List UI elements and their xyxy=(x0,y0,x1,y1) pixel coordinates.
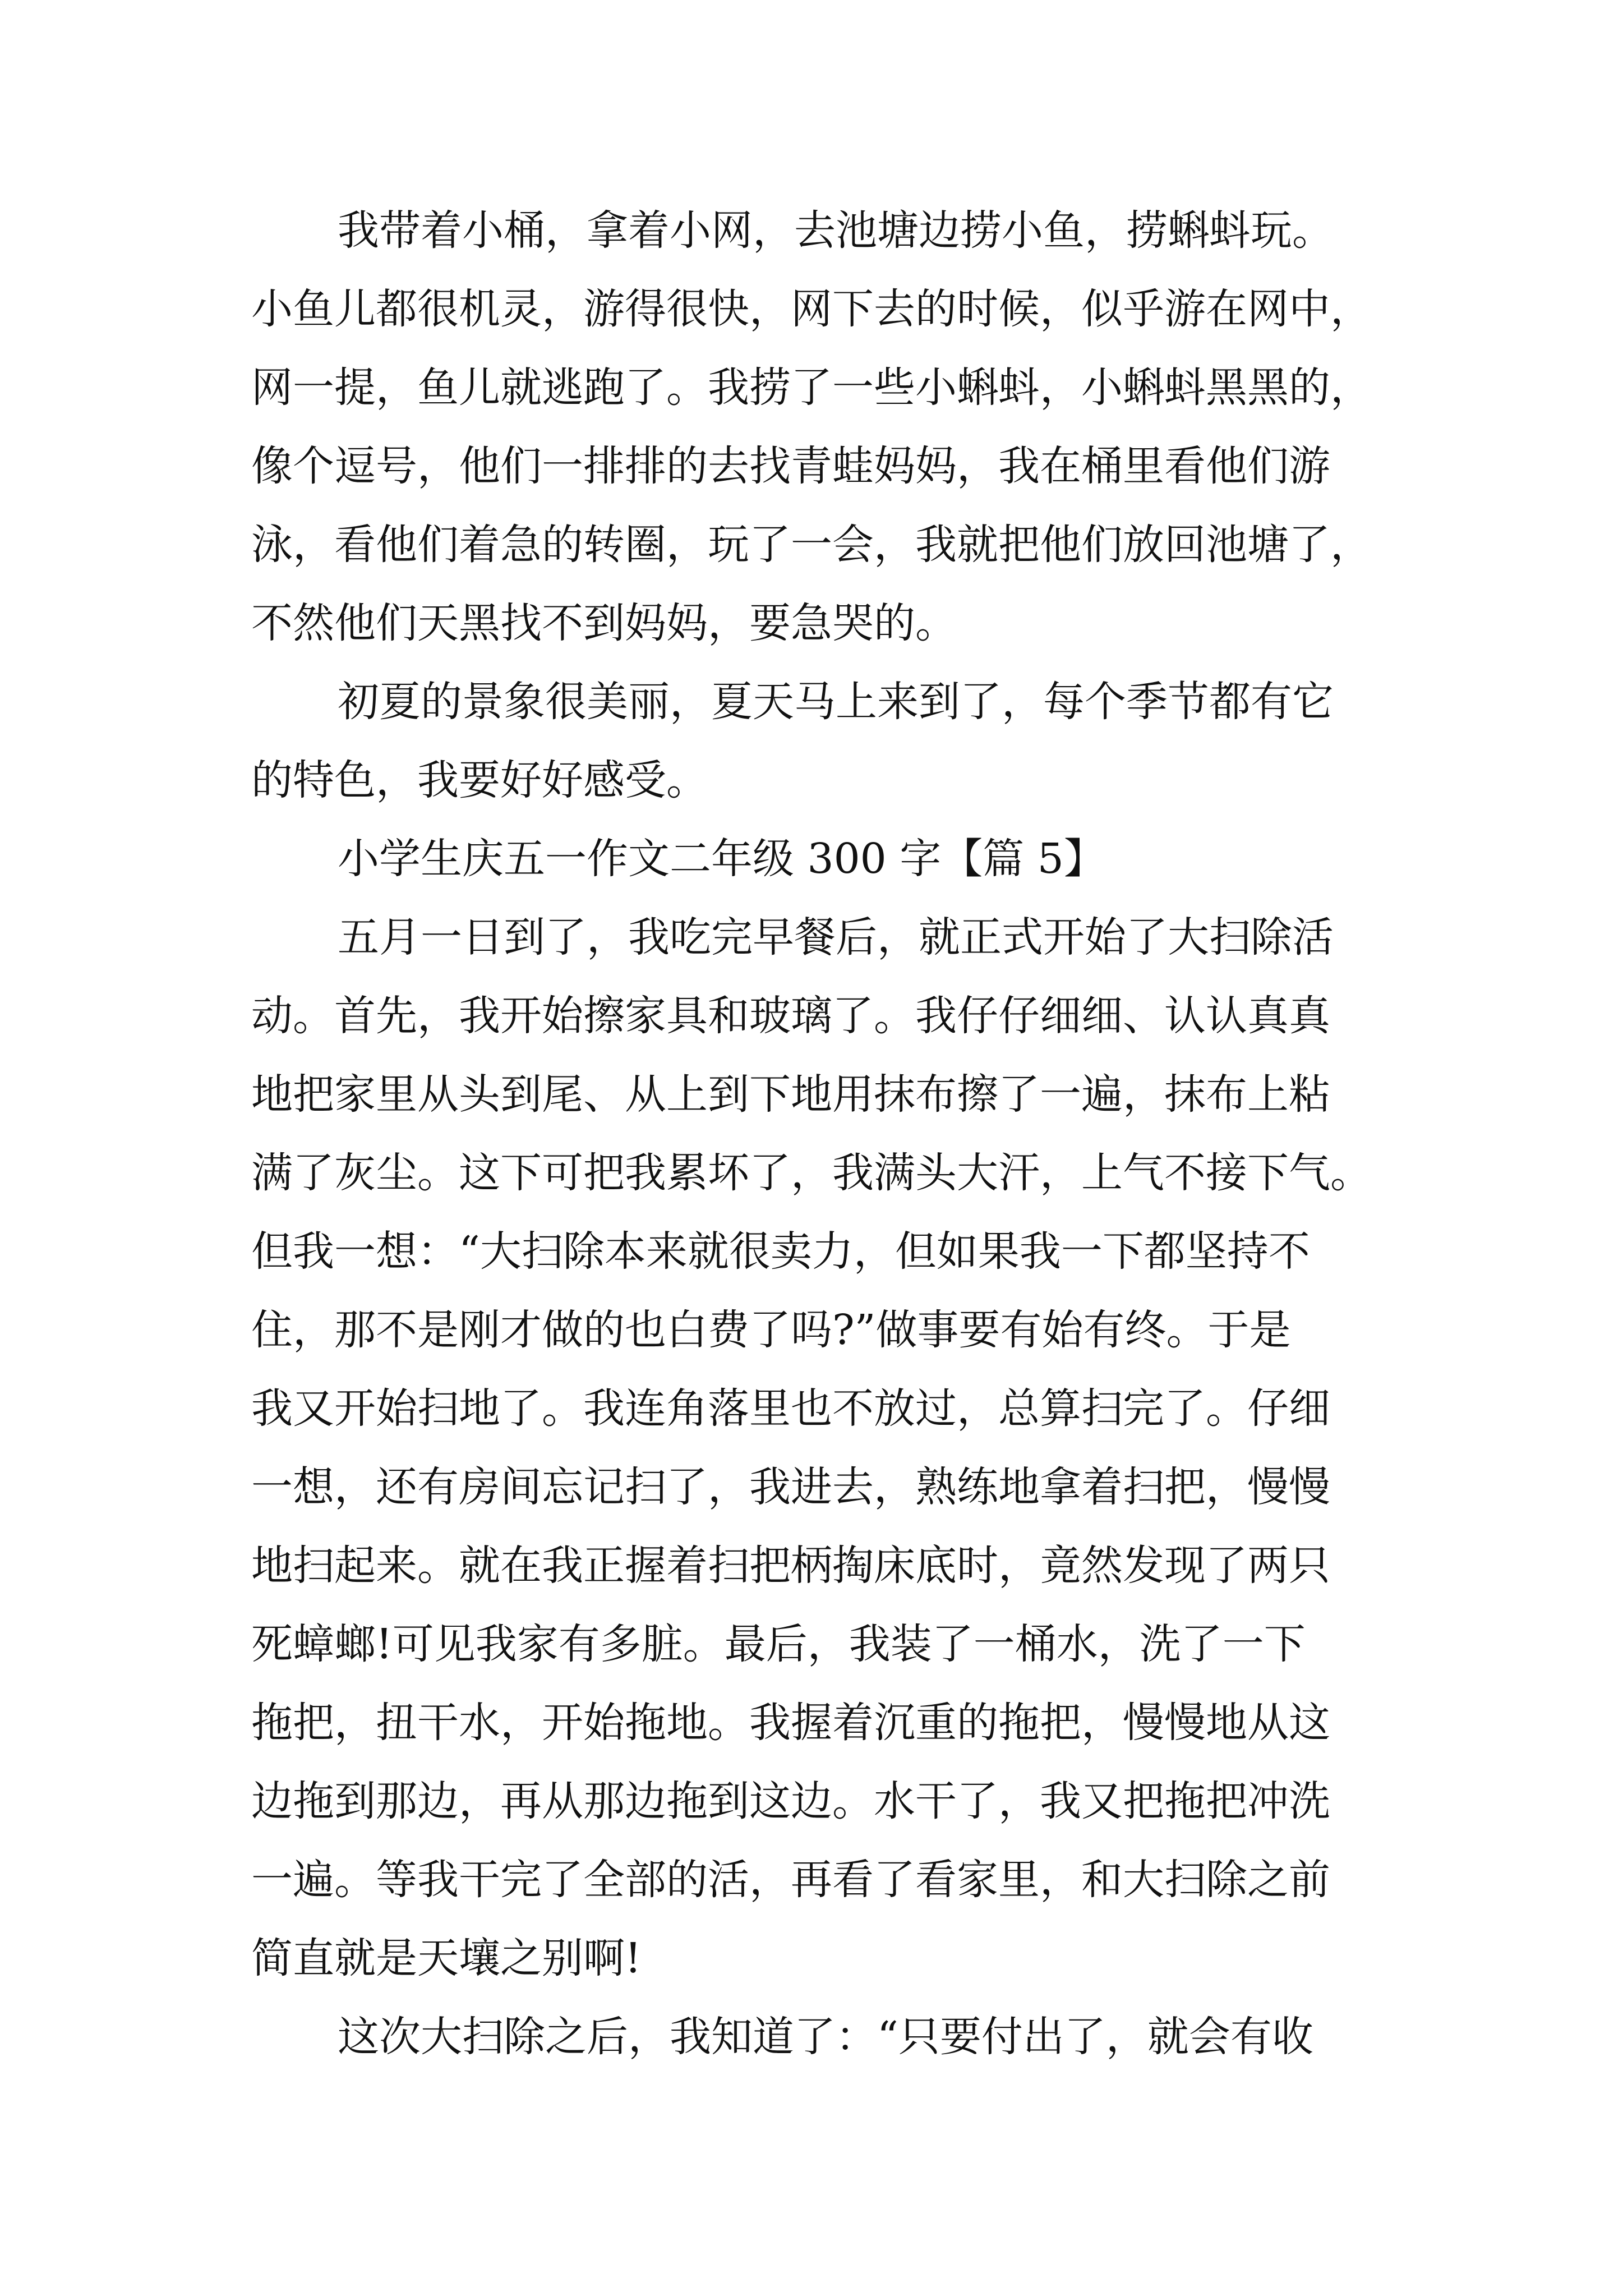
text-line: 动。首先，我开始擦家具和玻璃了。我仔仔细细、认认真真 xyxy=(251,992,1330,1040)
text-line: 初夏的景象很美丽，夏天马上来到了，每个季节都有它 xyxy=(338,678,1334,726)
text-line: 泳，看他们着急的转圈，玩了一会，我就把他们放回池塘了， xyxy=(251,521,1372,569)
text-line: 住，那不是刚才做的也白费了吗?”做事要有始有终。于是 xyxy=(251,1306,1291,1354)
text-line: 我又开始扫地了。我连角落里也不放过，总算扫完了。仔细 xyxy=(251,1384,1330,1433)
text-line: 这次大扫除之后，我知道了：“只要付出了，就会有收 xyxy=(338,2013,1313,2061)
text-line: 我带着小桶，拿着小网，去池塘边捞小鱼，捞蝌蚪玩。 xyxy=(338,206,1334,255)
text-line: 简直就是天壤之别啊! xyxy=(251,1934,642,1982)
text-line: 像个逗号，他们一排排的去找青蛙妈妈，我在桶里看他们游 xyxy=(251,442,1330,490)
text-line: 小鱼儿都很机灵，游得很快，网下去的时候，似乎游在网中， xyxy=(251,285,1372,333)
section-heading: 小学生庆五一作文二年级 300 字【篇 5】 xyxy=(338,835,1105,883)
text-line: 的特色，我要好好感受。 xyxy=(251,756,708,804)
text-line: 地扫起来。就在我正握着扫把柄掏床底时，竟然发现了两只 xyxy=(251,1542,1330,1590)
text-line: 但我一想：“大扫除本来就很卖力，但如果我一下都坚持不 xyxy=(251,1227,1310,1276)
text-line: 拖把，扭干水，开始拖地。我握着沉重的拖把，慢慢地从这 xyxy=(251,1699,1330,1747)
text-line: 一遍。等我干完了全部的活，再看了看家里，和大扫除之前 xyxy=(251,1856,1330,1904)
text-line: 死蟑螂!可见我家有多脏。最后，我装了一桶水，洗了一下 xyxy=(251,1620,1306,1668)
text-line: 网一提，鱼儿就逃跑了。我捞了一些小蝌蚪，小蝌蚪黑黑的， xyxy=(251,364,1372,412)
text-line: 一想，还有房间忘记扫了，我进去，熟练地拿着扫把，慢慢 xyxy=(251,1463,1330,1511)
text-line: 地把家里从头到尾、从上到下地用抹布擦了一遍，抹布上粘 xyxy=(251,1070,1330,1119)
text-line: 满了灰尘。这下可把我累坏了，我满头大汗，上气不接下气。 xyxy=(251,1149,1372,1197)
text-line: 不然他们天黑找不到妈妈，要急哭的。 xyxy=(251,599,957,647)
text-line: 边拖到那边，再从那边拖到这边。水干了，我又把拖把冲洗 xyxy=(251,1777,1330,1825)
text-line: 五月一日到了，我吃完早餐后，就正式开始了大扫除活 xyxy=(338,913,1334,961)
